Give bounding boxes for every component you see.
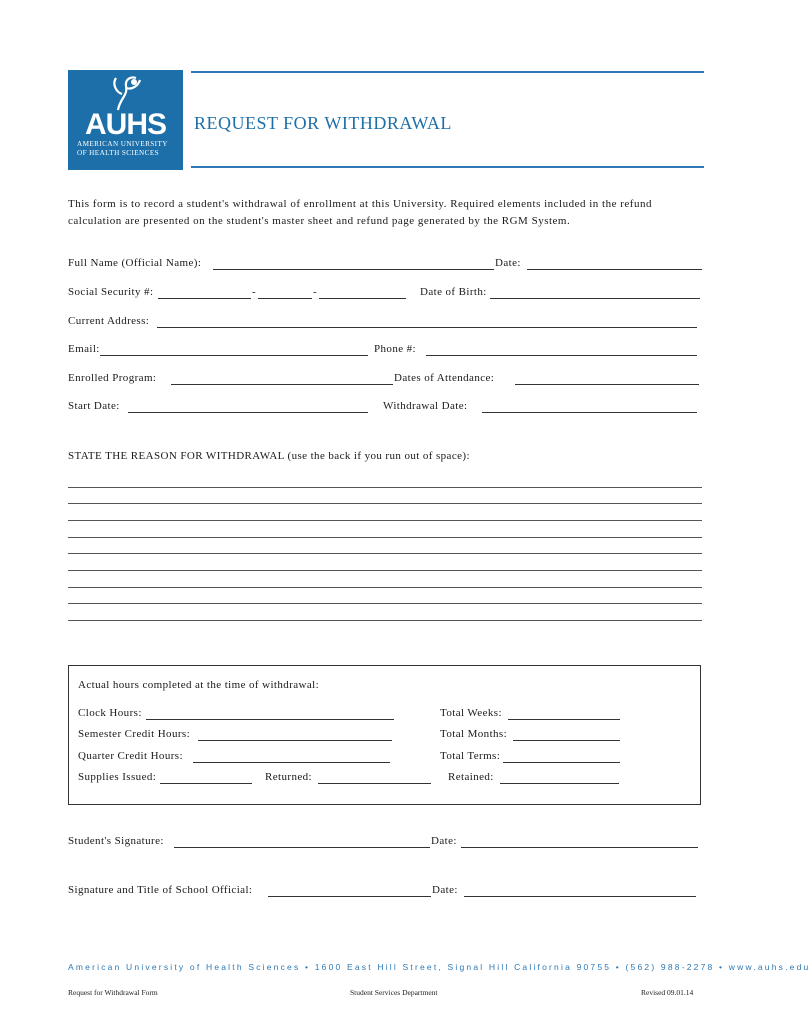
- footer-revised: Revised 09.01.14: [641, 988, 694, 997]
- full-name-field[interactable]: [213, 269, 494, 270]
- quarter-credit-field[interactable]: [193, 762, 390, 763]
- phone-field[interactable]: [426, 355, 697, 356]
- reason-line[interactable]: [68, 620, 702, 621]
- email-label: Email:: [68, 343, 100, 355]
- reason-line[interactable]: [68, 603, 702, 604]
- ssn-part3-field[interactable]: [319, 298, 406, 299]
- clock-hours-label: Clock Hours:: [78, 707, 142, 719]
- semester-credit-field[interactable]: [198, 740, 392, 741]
- attendance-field[interactable]: [515, 384, 699, 385]
- total-months-field[interactable]: [513, 740, 620, 741]
- reason-line[interactable]: [68, 570, 702, 571]
- phone-label: Phone #:: [374, 343, 417, 355]
- logo-wordmark: AUHS: [84, 108, 166, 141]
- quarter-credit-label: Quarter Credit Hours:: [78, 750, 183, 762]
- student-signature-field[interactable]: [174, 847, 430, 848]
- clock-hours-field[interactable]: [146, 719, 394, 720]
- withdrawal-date-field[interactable]: [482, 412, 697, 413]
- reason-line[interactable]: [68, 587, 702, 588]
- attendance-label: Dates of Attendance:: [394, 372, 495, 384]
- official-signature-field[interactable]: [268, 896, 431, 897]
- official-date-field[interactable]: [464, 896, 696, 897]
- official-signature-label: Signature and Title of School Official:: [68, 884, 253, 896]
- total-months-label: Total Months:: [440, 728, 508, 740]
- address-label: Current Address:: [68, 315, 150, 327]
- footer-website[interactable]: www.auhs.edu: [728, 962, 810, 972]
- hours-heading: Actual hours completed at the time of withdrawal:: [78, 679, 320, 691]
- header-bottom-rule: [191, 166, 704, 168]
- address-field[interactable]: [157, 327, 697, 328]
- program-field[interactable]: [171, 384, 393, 385]
- supplies-issued-field[interactable]: [160, 783, 252, 784]
- student-signature-label: Student's Signature:: [68, 835, 164, 847]
- footer-phone: (562) 988-2278: [625, 962, 715, 972]
- form-title: REQUEST FOR WITHDRAWAL: [194, 113, 452, 133]
- program-label: Enrolled Program:: [68, 372, 157, 384]
- start-date-field[interactable]: [128, 412, 368, 413]
- returned-label: Returned:: [265, 771, 312, 783]
- date-field[interactable]: [527, 269, 702, 270]
- retained-field[interactable]: [500, 783, 619, 784]
- date-label: Date:: [495, 257, 521, 269]
- reason-line[interactable]: [68, 487, 702, 488]
- ssn-label: Social Security #:: [68, 286, 154, 298]
- semester-credit-label: Semester Credit Hours:: [78, 728, 191, 740]
- university-logo: [68, 70, 183, 170]
- dob-label: Date of Birth:: [420, 286, 487, 298]
- footer-form-name: Request for Withdrawal Form: [68, 988, 158, 997]
- header-top-rule: [191, 71, 704, 73]
- supplies-issued-label: Supplies Issued:: [78, 771, 157, 783]
- footer-address: 1600 East Hill Street, Signal Hill California 90755: [314, 962, 612, 972]
- intro-paragraph: This form is to record a student's withdrawal of enrollment at this University. Required elements included in the refund calculation are presented on the student's master sheet and refund page generated by the RGM System.: [68, 198, 652, 227]
- caduceus-figure-icon: [108, 74, 144, 112]
- reason-line[interactable]: [68, 537, 702, 538]
- total-terms-field[interactable]: [503, 762, 620, 763]
- reason-line[interactable]: [68, 553, 702, 554]
- student-date-field[interactable]: [461, 847, 698, 848]
- total-weeks-label: Total Weeks:: [440, 707, 502, 719]
- ssn-part2-field[interactable]: [258, 298, 312, 299]
- full-name-label: Full Name (Official Name):: [68, 257, 202, 269]
- total-terms-label: Total Terms:: [440, 750, 501, 762]
- logo-subtitle-line1: AMERICAN UNIVERSITY: [77, 140, 168, 148]
- returned-field[interactable]: [318, 783, 431, 784]
- footer-bullet: •: [719, 962, 725, 972]
- footer-bullet: •: [615, 962, 621, 972]
- footer-department: Student Services Department: [350, 988, 438, 997]
- reason-line[interactable]: [68, 503, 702, 504]
- footer-university: American University of Health Sciences: [68, 962, 301, 972]
- withdrawal-date-label: Withdrawal Date:: [383, 400, 468, 412]
- logo-subtitle-line2: OF HEALTH SCIENCES: [77, 148, 160, 157]
- dob-field[interactable]: [490, 298, 700, 299]
- email-field[interactable]: [100, 355, 368, 356]
- total-weeks-field[interactable]: [508, 719, 620, 720]
- ssn-separator-1: -: [252, 286, 257, 298]
- ssn-separator-2: -: [313, 286, 318, 298]
- logo-subtitle: [77, 140, 168, 157]
- footer-bullet: •: [304, 962, 311, 972]
- retained-label: Retained:: [448, 771, 494, 783]
- student-date-label: Date:: [431, 835, 457, 847]
- official-date-label: Date:: [432, 884, 458, 896]
- footer-contact: [68, 962, 810, 972]
- ssn-part1-field[interactable]: [158, 298, 251, 299]
- reason-heading: STATE THE REASON FOR WITHDRAWAL (use the back if you run out of space):: [68, 450, 470, 462]
- reason-line[interactable]: [68, 520, 702, 521]
- start-date-label: Start Date:: [68, 400, 120, 412]
